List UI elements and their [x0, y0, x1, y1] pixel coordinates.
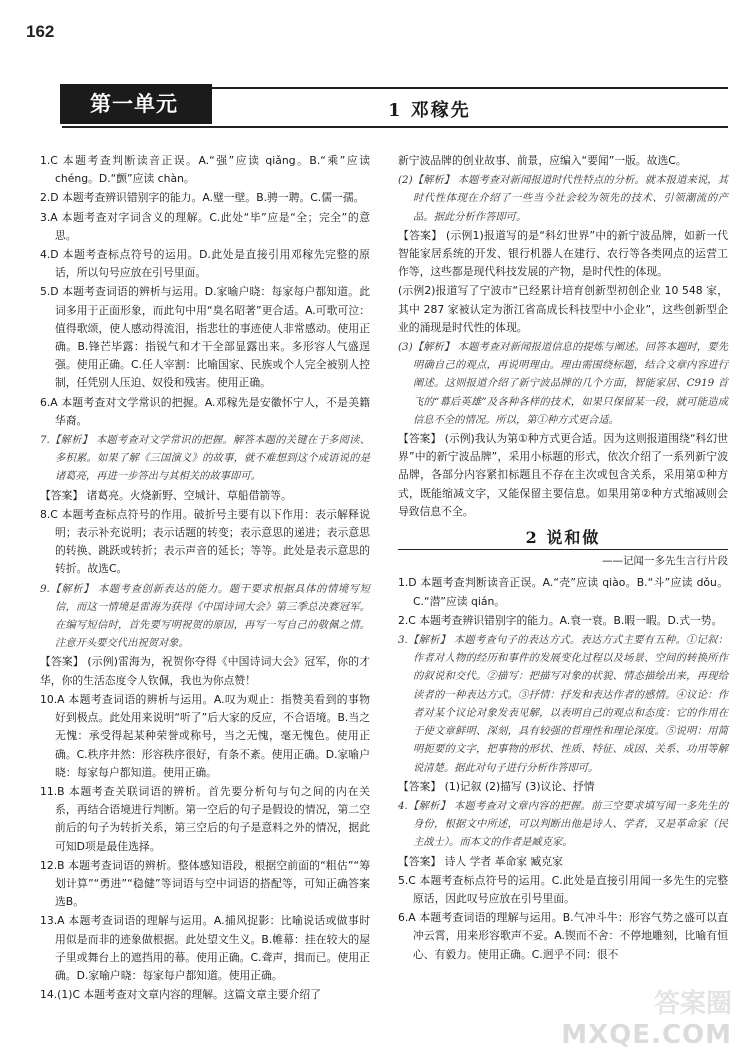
answer-q4: 4.D 本题考查标点符号的运用。D.此处是直接引用邓稼先完整的原话，所以句号应放在引号里面。	[40, 248, 370, 280]
answer-q14: 14.(1)C 本题考查对文章内容的理解。这篇文章主要介绍了	[40, 988, 321, 1002]
answer-q12: 12.B 本题考查词语的辨析。整体感知语段，根据空前面的“粗估”“筹划计算”“勇进”“稳健”等词语与空中词语的搭配等，可知正确答案选B。	[40, 858, 370, 909]
answer-s1: 1.D 本题考查判断读音正误。A.“壳”应读 qiào。B.“斗”应读 dǒu。C.“潜”应读 qián。	[398, 576, 728, 608]
answer-q5: 5.D 本题考查词语的辨析与运用。D.家喻户晓：每家每户都知道。此词多用于正面形象，而此句中用“臭名昭著”更合适。A.可歌可泣：值得歌颂，使人感动得流泪，指悲壮的事迹使人非常感动。使用正确。B.锋芒毕露：指锐气和才干全部显露出来。多形容人气盛逞强。使用正确。C.任人宰割：比喻国家、民族或个人完全被别人控制，任凭别人压迫、奴役和残害。使用正确。	[40, 285, 370, 390]
right-column	[398, 152, 728, 965]
answer-q9b: 【答案】 (示例)雷海为，祝贺你夺得《中国诗词大会》冠军，你的才华，你的生活态度令人钦佩，我也为你点赞！	[40, 655, 370, 687]
watermark-logo-text: 答案圈	[653, 989, 732, 1019]
answer-q13: 13.A 本题考查词语的理解与运用。A.捕风捉影：比喻说话或做事时用似是而非的迹象做根据。此处望文生义。B.帷幕：挂在较大的屋子里或舞台上的遮挡用的幕。使用正确。C.聋声，揖而已。使用正确。D.家喻户晓：每家每户都知道。使用正确。	[40, 914, 370, 982]
header-rule-top	[212, 87, 728, 89]
answer-s4b: 【答案】 诗人 学者 革命家 臧克家	[398, 854, 563, 868]
answer-q11: 11.B 本题考查关联词语的辨析。首先要分析句与句之间的内在关系，再结合语境进行判断。第一空后的句子是假设的情况，第二空前后的句子为转折关系，第三空后的句子是意料之外的情况，据此可知D项是最佳选择。	[40, 784, 370, 853]
answer-q6: 6.A 本题考查对文学常识的把握。A.邓稼先是安徽怀宁人，不是美籍华裔。	[40, 395, 370, 427]
lesson-title-1: 1 邓稼先	[388, 100, 471, 121]
answer-s6: 6.A 本题考查词语的理解与运用。B.气冲斗牛：形容气势之盛可以直冲云霄，用来形容歌声不妥。A.锲而不舍：不停地雕刻，比喻有恒心、有毅力。使用正确。C.迥乎不同：很不	[398, 911, 728, 961]
page-number: 162	[26, 22, 55, 41]
right-column-bottom	[398, 574, 728, 963]
answer-r1: 新宁波品牌的创业故事、前景，应编入“要闻”一版。故选C。	[398, 154, 687, 167]
answer-s3b: 【答案】 (1)记叙 (2)描写 (3)议论、抒情	[398, 779, 595, 793]
answer-s5: 5.C 本题考查标点符号的运用。C.此处是直接引用闻一多先生的完整原话，因此叹号应放在引号里面。	[398, 873, 728, 905]
answer-q8: 8.C 本题考查标点符号的作用。破折号主要有以下作用：表示解释说明；表示补充说明；表示话题的转变；表示意思的递进；表示意思的转换、跳跃或转折；表示声音的延长；等等。此处是表示意思的转折。故选C。	[40, 507, 370, 576]
header-rule-bottom	[62, 126, 728, 128]
answer-s2: 2.C 本题考查辨识错别字的能力。A.衰一衰。B.暇一暇。D.式一势。	[398, 613, 723, 627]
lesson-subtitle-2: ——记闻一多先生言行片段	[602, 555, 728, 568]
lesson-title-2: 2 说和做	[398, 529, 728, 550]
answer-r4: (示例2)报道写了宁波市“已经累计培育创新型初创企业 10 548 家，其中 287 家被认定为浙江省高成长科技型中小企业”，这些创新型企业的涌现是时代性的体现。	[398, 284, 728, 334]
answer-q7a: 7.【解析】 本题考查对文学常识的把握。解答本题的关键在于多阅读、多积累。如果了解《三国演义》的故事，就不难想到这个成语说的是诸葛亮，再进一步答出与其相关的故事即可。	[40, 434, 370, 483]
answer-s3a: 3.【解析】 本题考查句子的表达方式。表达方式主要有五种。①记叙：作者对人物的经历和事件的发展变化过程以及场景、空间的转换所作的叙说和交代。②描写：把描写对象的状貌、情态描绘出来，再现给读者的一种表达方式。③抒情：抒发和表达作者的感情。④议论：作者对某个议论对象发表见解，以表明自己的观点和态度：它的作用在于使文章鲜明、深刻，具有较强的哲理性和理论深度。⑤说明：用简明扼要的文字，把事物的形状、性质、特征、成因、关系、功用等解说清楚。据此对句子进行分析作答即可。	[398, 634, 728, 774]
right-column-top	[398, 152, 728, 521]
unit-title: 第一单元	[60, 84, 212, 124]
answer-q1: 1.C 本题考查判断读音正误。A.“强”应读 qiǎng。B.“乘”应读 chéng。D.“颤”应读 chàn。	[40, 154, 370, 186]
answer-q2: 2.D 本题考查辨识错别字的能力。A.璧一壁。B.骋一聘。C.儒一孺。	[40, 191, 365, 205]
left-column	[40, 152, 370, 1005]
answer-r5: (3)【解析】 本题考查对新闻报道信息的提炼与阐述。回答本题时，要先明确自己的观点，再说明理由。理由需围绕标题，结合文章内容进行阐述。这则报道介绍了新宁波品牌的几个方面，智能家居、C919 首飞的“幕后英雄”及各种各样的技术，如果只保留某一段，就可能造成信息不全的情况。所以，第①种方式更合适。	[398, 341, 728, 426]
answer-q10: 10.A 本题考查词语的辨析与运用。A.叹为观止：指赞美看到的事物好到极点。此处用来说明“听了”后大家的反应，不合语境。B.当之无愧：承受得起某种荣誉或称号，当之无愧，毫无愧色。使用正确。C.秩序井然：形容秩序很好，有条不紊。使用正确。D.家喻户晓：每家每户都知道。使用正确。	[40, 692, 370, 779]
answer-r2: (2)【解析】 本题考查对新闻报道时代性特点的分析。就本报道来说，其时代性体现在介绍了一些当今社会较为领先的技术、引领潮流的产品。据此分析作答即可。	[398, 174, 728, 223]
answer-q9a: 9.【解析】 本题考查创新表达的能力。题干要求根据具体的情境写短信，而这一情境是雷海为获得《中国诗词大会》第三季总决赛冠军。在编写短信时，首先要写明祝贺的原因，再写一写自己的敬佩之情。注意开头要交代出祝贺对象。	[40, 582, 370, 650]
answer-r6: 【答案】 (示例)我认为第①种方式更合适。因为这则报道围绕“科幻世界”中的新宁波品牌”，采用小标题的形式，依次介绍了一系列新宁波品牌，各部分内容紧扣标题且不存在主次或包含关系，采用第①种方式，既能缩减文字，又能保留主要信息。如果用第②种方式缩减则会导致信息不全。	[398, 432, 728, 518]
answer-q7b: 【答案】 诸葛亮。火烧新野、空城计、草船借箭等。	[40, 488, 292, 502]
watermark-url: MXQE.COM	[561, 1020, 732, 1050]
answer-q3: 3.A 本题考查对字词含义的理解。C.此处“毕”应是“全；完全”的意思。	[40, 210, 370, 242]
answer-r3: 【答案】 (示例1)报道写的是“科幻世界”中的新宁波品牌，如新一代智能家居系统的开发、银行机器人在建行、农行等各类网点的运营工作等，这些都是现代科技发展的产物，是时代性的体现。	[398, 228, 728, 279]
answer-s4a: 4.【解析】 本题考查对文章内容的把握。前三空要求填写闻一多先生的身份，根据文中所述，可以判断出他是诗人、学者，又是革命家（民主战士）。而本文的作者是臧克家。	[398, 799, 728, 849]
